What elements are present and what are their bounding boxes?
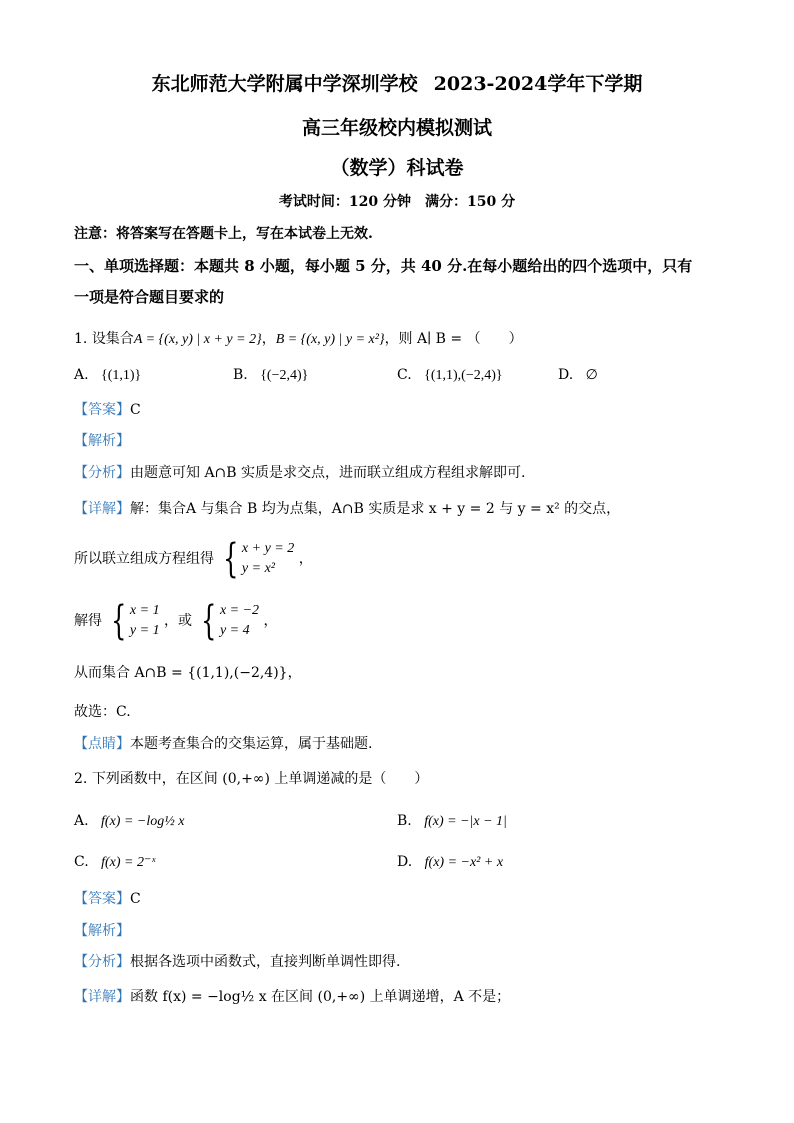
exam-title: 高三年级校内模拟测试 [301,117,492,139]
option-label: C. [397,367,412,383]
option-label: C. [74,854,89,870]
equation-system-1: { x + y = 2 y = x² [223,536,295,582]
fenxi-tag: 【分析】 [74,465,130,481]
detail-2-prefix: 所以联立组成方程组得 [74,551,214,567]
detail-3-suffix: ， [263,613,278,629]
q1-option-b [233,366,308,385]
exam-info: 考试时间：120 分钟 满分：150 分 [278,194,516,210]
school-name: 东北师范大学附属中学深圳学校 [151,73,418,95]
q1-dianjing [74,735,372,753]
option-label: B. [233,367,248,383]
q1-detail-4: 从而集合 A∩B = {(1,1),(−2,4)}， [74,665,302,681]
question-1-ask: ，则 A∣ B = （ ） [384,331,523,347]
q1-detail-1 [74,500,620,518]
answer-tag: 【答案】 [74,402,130,418]
q1-detail-3 [74,599,278,643]
fenxi-tag: 【分析】 [74,954,130,970]
option-value: f(x) = −log½ x [101,814,185,829]
q1-detail-2 [74,537,313,581]
question-2-stem [74,770,428,788]
option-value: f(x) = −|x − 1| [424,814,507,829]
header-line-1 [0,72,794,96]
q1-choose: 故选：C. [74,704,131,720]
equation-row: y = 1 [129,623,160,638]
detail-text: 函数 f(x) = −log½ x 在区间 (0,+∞) 上单调递增，A 不是； [130,989,511,1005]
detail-tag: 【详解】 [74,989,130,1005]
q1-option-c [397,366,503,385]
equation-row: x = −2 [219,603,260,618]
q2-option-d [397,853,503,872]
subject-title: （数学）科试卷 [330,157,464,179]
question-1-prefix: 设集合 [91,331,134,347]
q1-fenxi [74,464,525,482]
option-label: D. [558,367,574,383]
equation-system-2: { x = 1 y = 1 [111,598,160,644]
option-label: B. [397,813,412,829]
question-1-stem: 1. 设集合A = {(x, y) | x + y = 2}，B = {(x, y) | y = x²}，则 A∣ B = （ ） [74,331,523,347]
equation-row: x + y = 2 [241,541,295,556]
q2-detail [74,988,510,1006]
q2-fenxi [74,953,400,971]
q2-option-c [74,853,155,872]
question-number: 2. [74,771,88,787]
notice: 注意：将答案写在答题卡上，写在本试卷上无效. [74,226,373,242]
option-value: {(1,1),(−2,4)} [424,368,503,383]
option-value: {(1,1)} [101,368,142,383]
q2-analysis-tag: 【解析】 [74,923,130,939]
option-value: f(x) = 2⁻ˣ [101,855,156,870]
fenxi-text: 由题意可知 A∩B 实质是求交点，进而联立组成方程组求解即可. [130,465,526,481]
detail-3-prefix: 解得 [74,613,102,629]
dianjing-text: 本题考查集合的交集运算，属于基础题. [130,736,373,752]
equation-row: x = 1 [129,603,160,618]
set-b: B = {(x, y) | y = x²} [275,332,385,347]
equation-row: y = x² [241,561,275,576]
detail-2-suffix: ， [298,551,313,567]
q2-option-a [74,812,184,831]
q1-option-d [558,366,598,385]
q2-answer [74,890,141,908]
q2-option-b [397,812,507,831]
term: 2023-2024学年下学期 [433,73,643,95]
answer-value: C [130,891,141,907]
equation-row: y = 4 [219,623,250,638]
fenxi-text: 根据各选项中函数式，直接判断单调性即得. [130,954,401,970]
question-number: 1. [74,331,88,347]
option-value: f(x) = −x² + x [424,855,504,870]
q1-analysis-tag: 【解析】 [74,433,130,449]
option-value: {(−2,4)} [260,368,309,383]
set-a: A = {(x, y) | x + y = 2} [133,332,262,347]
answer-tag: 【答案】 [74,891,130,907]
q1-option-a [74,366,141,385]
question-2-text: 下列函数中，在区间 (0,+∞) 上单调递减的是（ ） [91,771,429,787]
option-label: A. [74,367,89,383]
option-value: ∅ [585,368,598,383]
detail-3-mid: ，或 [164,613,193,629]
answer-value: C [130,402,141,418]
detail-text: 解：集合A 与集合 B 均为点集，A∩B 实质是求 x + y = 2 与 y = x² 的交点， [130,501,621,517]
equation-system-3: { x = −2 y = 4 [201,598,260,644]
q1-answer [74,401,141,419]
dianjing-tag: 【点睛】 [74,736,130,752]
section-1-line-1: 一、单项选择题：本题共 8 小题，每小题 5 分，共 40 分.在每小题给出的四个选项中，只有 [74,257,693,275]
option-label: A. [74,813,89,829]
section-1-line-2: 一项是符合题目要求的 [74,288,225,306]
detail-tag: 【详解】 [74,501,130,517]
option-label: D. [397,854,413,870]
